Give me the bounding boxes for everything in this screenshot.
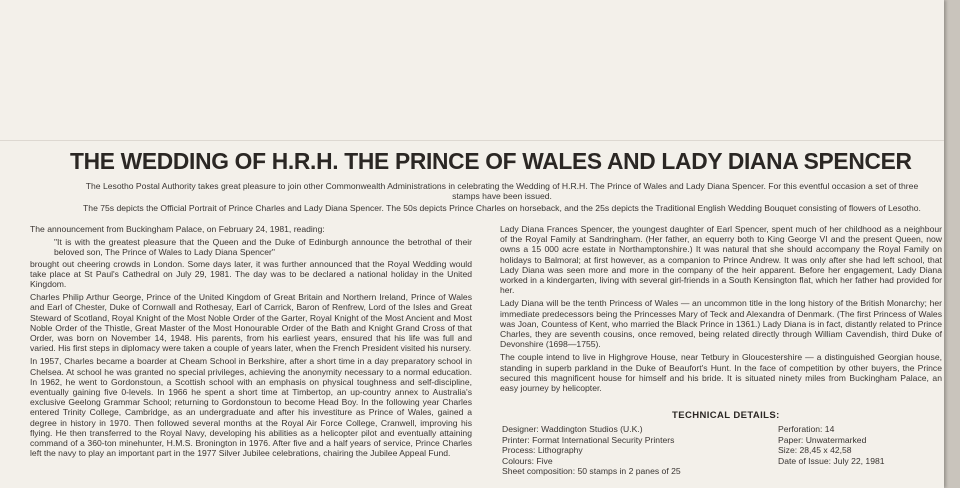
technical-item: Date of Issue: July 22, 1981	[778, 455, 885, 466]
education-paragraph: In 1957, Charles became a boarder at Cheam School in Berkshire, after a short time in a day preparatory school in Chelsea. At school he was granted no special privileges, achieving the anonymity necessary to a normal education. In 1962, he went to Gordonstoun, a Scottish school with an emphasis on physical toughness and self-discipline, eventually gaining five 0-levels. In 1966 he spent a short time at Timbertop, an up-country annex to Australia's exclusive Geelong Grammar School; returning to Gordonstoun to become Head Boy. In the following year Charles entered Trinity College, Cambridge, as an undergraduate and after his investiture as Prince of Wales, gained a degree in history in 1970. Then followed several months at the Royal Air Force College, Cranwell, improving his flying. He then transferred to the Royal Navy, developing his abilities as a helicopter pilot and eventually attaining command of a 360-ton minehunter, H.M.S. Bronington in 1976. After five and a half years of service, Prince Charles left the navy to play an important part in the 1977 Silver Jubilee celebrations, chairing the Jubilee Appeal Fund.	[30, 356, 472, 459]
intro-block	[76, 181, 928, 213]
technical-item: Paper: Unwatermarked	[778, 434, 867, 445]
technical-item: Sheet composition: 50 stamps in 2 panes of 25	[502, 466, 681, 477]
technical-item: Colours: Five	[502, 455, 553, 466]
technical-item: Process: Lithography	[502, 445, 583, 456]
technical-item: Printer: Format International Security Printers	[502, 434, 675, 445]
page-title: THE WEDDING OF H.R.H. THE PRINCE OF WALES AND LADY DIANA SPENCER	[70, 148, 912, 174]
intro-paragraph: The 75s depicts the Official Portrait of Prince Charles and Lady Diana Spencer. The 50s depicts Prince Charles on horseback, and the 25s depicts the Traditional English Wedding Bouquet consisting of flowers of Lesotho.	[83, 202, 921, 213]
wedding-paragraph: brought out cheering crowds in London. Some days later, it was further announced that the Royal Wedding would take place at St Paul's Cathedral on July 29, 1981. The day was to be declared a national holiday in the United Kingdom.	[30, 258, 472, 290]
intro-paragraph: The Lesotho Postal Authority takes great pleasure to join other Commonwealth Administrations in celebrating the Wedding of H.R.H. The Prince of Wales and Lady Diana Spencer. For this eventful occasion a set of three stamps have been issued.	[85, 181, 919, 202]
technical-left-list	[502, 424, 681, 477]
prince-charles-paragraph: Charles Philip Arthur George, Prince of the United Kingdom of Great Britain and Northern Ireland, Prince of Wales and Earl of Chester, Duke of Cornwall and Rothesay, Earl of Carrick, Baron of Renfrew, Lord of the Isles and Great Steward of Scotland, Royal Knight of the Most Noble Order of the Garter, Royal Knight of the Most Ancient and Most Noble Order of the Thistle, Great Master of the Most Honourable Order of the Bath and Knight Grand Cross of that Order, was born on November 14, 1948. His parents, from his earliest years, ensured that his life was full and varied. His first steps in diplomacy were taken a couple of years later, when the French President visited his nursery.	[30, 292, 472, 354]
right-column	[500, 224, 942, 396]
technical-right-list	[778, 424, 885, 466]
fold-line	[0, 140, 944, 141]
lady-diana-paragraph: Lady Diana Frances Spencer, the youngest daughter of Earl Spencer, spent much of her childhood as a neighbour of the Royal Family at Sandringham. (Her father, an equerry both to King George VI and the present Queen, now owns a 15 000 acre estate in Northamptonshire.) It was natural that she should accompany the Royal Family on holidays to Balmoral; at first however, as a companion to Prince Andrew. It was only after she had left school, that Lady Diana was seen more and more in the company of the heir apparent. Before her engagement, Lady Diana worked in a kindergarten, living with several girl-friends in a South Kensington flat, which her father had provided for her.	[500, 224, 942, 296]
left-column	[30, 224, 472, 461]
technical-item: Perforation: 14	[778, 424, 835, 434]
technical-heading: TECHNICAL DETAILS:	[672, 410, 780, 421]
announcement-paragraph: The announcement from Buckingham Palace, on February 24, 1981, reading:	[30, 224, 325, 234]
princess-paragraph: Lady Diana will be the tenth Princess of Wales — an uncommon title in the long history of the British Monarchy; her immediate predecessors being the Princesses Mary of Teck and Alexandra of Denmark. (The first Princess of Wales was Joan, Countess of Kent, who married the Black Prince in 1361.) Lady Diana is in fact, distantly related to Prince Charles, they are seventh cousins, once removed, being related directly through William Cavendish, third Duke of Devonshire (1698—1755).	[500, 298, 942, 350]
residence-paragraph: The couple intend to live in Highgrove House, near Tetbury in Gloucestershire — a distinguished Georgian house, standing in superb parkland in the Duke of Beaufort's Hunt. In the face of competition by other buyers, the Prince secured this magnificent house for himself and his bride. It is situated ninety miles from Buckingham Palace, an easy journey by helicopter.	[500, 352, 942, 394]
announcement-quote: "It is with the greatest pleasure that the Queen and the Duke of Edinburgh announce the betrothal of their beloved son, The Prince of Wales to Lady Diana Spencer"	[54, 237, 472, 258]
technical-item: Size: 28,45 x 42,58	[778, 445, 852, 456]
technical-item: Designer: Waddington Studios (U.K.)	[502, 424, 643, 434]
